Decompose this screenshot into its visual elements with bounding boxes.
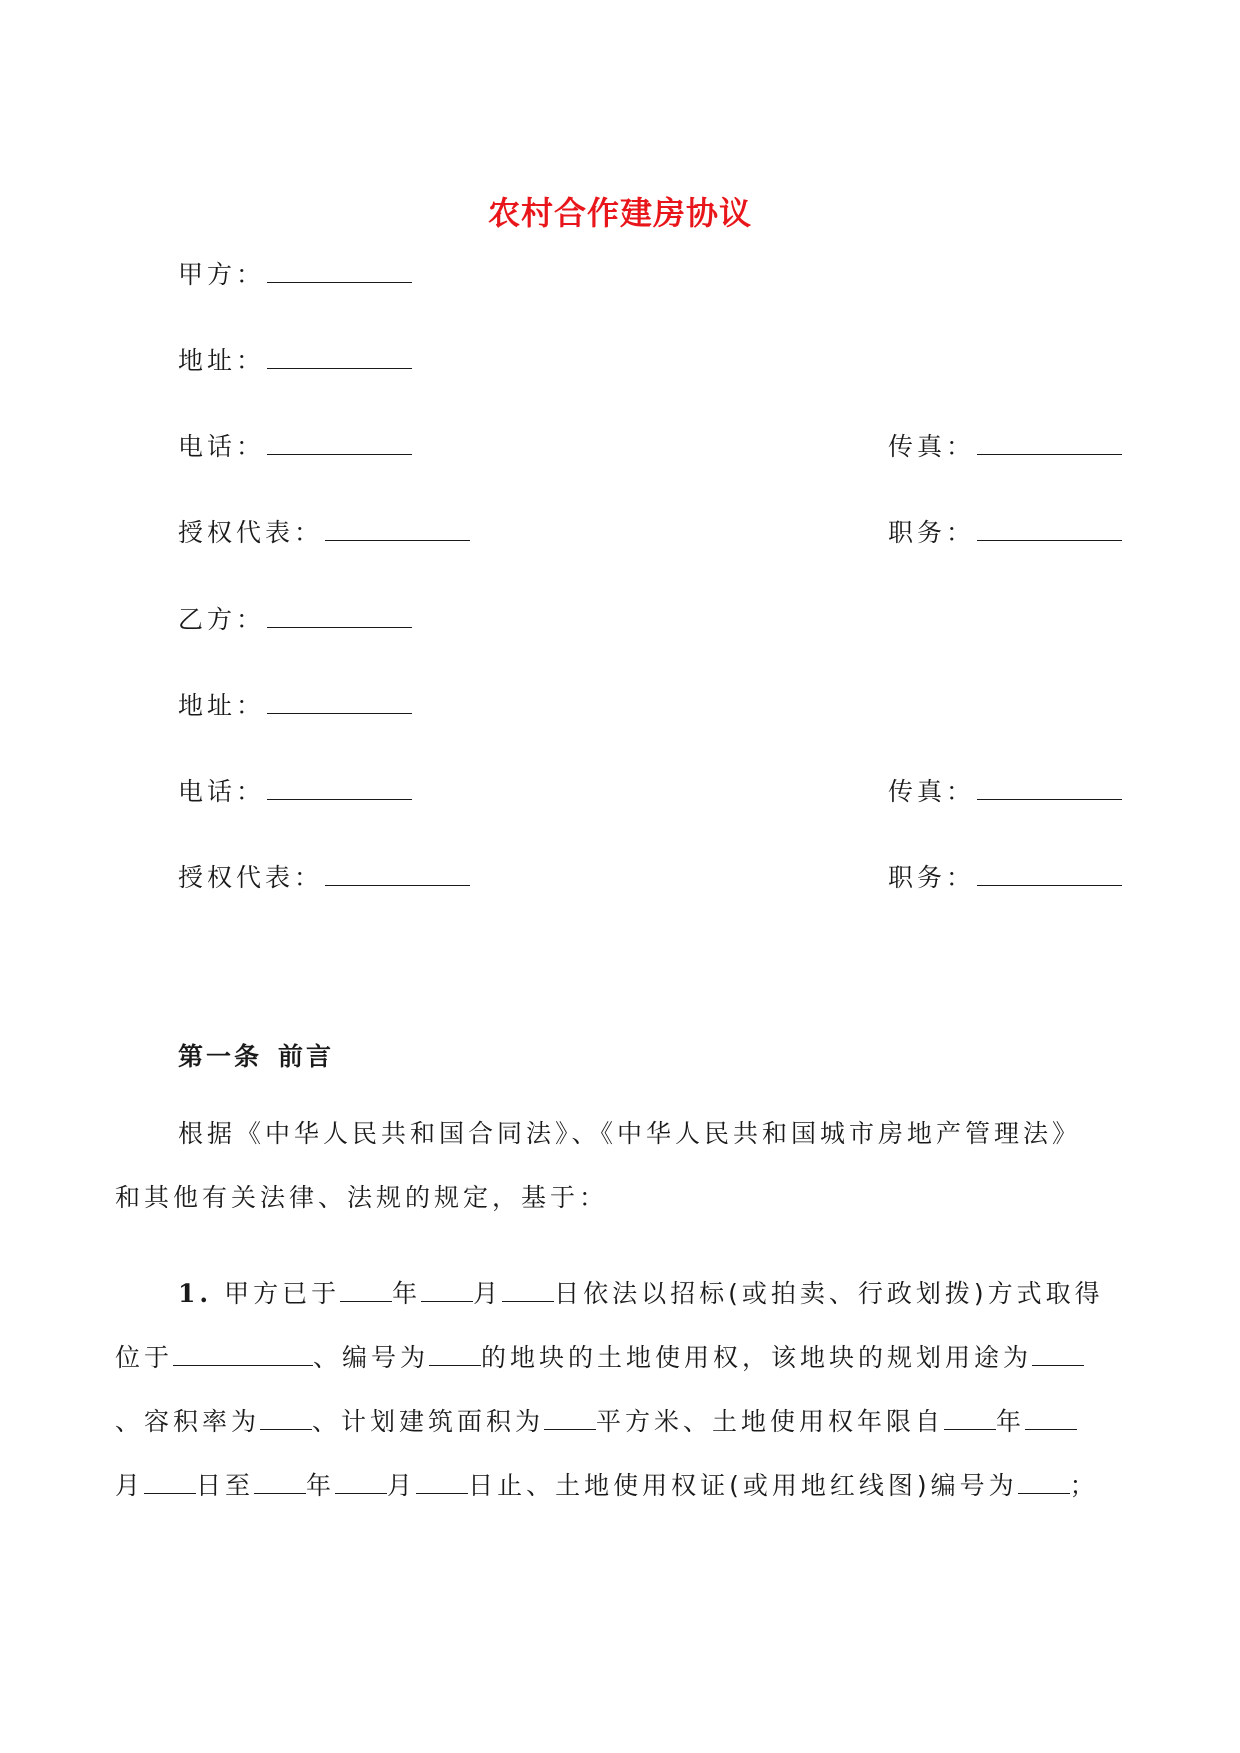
blank-field[interactable]: [502, 1279, 554, 1302]
text-segment: 位于: [115, 1343, 174, 1372]
party-a-phone-label: 电话：: [178, 432, 266, 461]
text-segment: 年: [392, 1279, 422, 1308]
text-segment: 、编号为: [313, 1343, 430, 1372]
blank-field[interactable]: [416, 1471, 468, 1494]
text-segment: ；: [1069, 1471, 1099, 1500]
item-1-line-1: [115, 1262, 1110, 1326]
intro-line-2: 和其他有关法律、法规的规定，基于：: [115, 1183, 609, 1212]
blank-field[interactable]: [544, 1407, 596, 1430]
text-segment: 年: [306, 1471, 336, 1500]
blank-field[interactable]: [144, 1471, 196, 1494]
blank-field[interactable]: [173, 1343, 313, 1366]
party-a-rep-label: 授权代表：: [178, 518, 324, 547]
party-a-rep-row: [178, 513, 470, 549]
party-b-rep-field[interactable]: [325, 861, 470, 886]
party-a-name-label: 甲方：: [178, 260, 266, 289]
blank-field[interactable]: [254, 1471, 306, 1494]
party-a-position-field[interactable]: [977, 516, 1122, 541]
text-segment: 甲方已于: [224, 1279, 341, 1308]
party-b-address-label: 地址：: [178, 691, 266, 720]
party-b-fax-field[interactable]: [977, 775, 1122, 800]
blank-field[interactable]: [429, 1343, 481, 1366]
text-segment: 平方米、土地使用权年限自: [596, 1407, 945, 1436]
party-a-fax-label: 传真：: [888, 432, 976, 461]
party-b-name-label: 乙方：: [178, 605, 266, 634]
party-b-address-field[interactable]: [267, 689, 412, 714]
blank-field[interactable]: [421, 1279, 473, 1302]
text-segment: 月: [115, 1471, 145, 1500]
party-a-phone-field[interactable]: [267, 430, 412, 455]
article-1-heading: [178, 1037, 334, 1073]
party-b-name-row: [178, 600, 412, 636]
party-a-name-row: [178, 255, 412, 291]
party-a-address-row: [178, 341, 412, 377]
party-a-fax-row: [888, 427, 1122, 463]
party-a-position-label: 职务：: [888, 518, 976, 547]
item-1-number: 1.: [178, 1279, 213, 1308]
blank-field[interactable]: [944, 1407, 996, 1430]
party-b-name-field[interactable]: [267, 603, 412, 628]
party-a-phone-row: [178, 427, 412, 463]
blank-field[interactable]: [335, 1471, 387, 1494]
blank-field[interactable]: [1032, 1343, 1084, 1366]
party-a-rep-field[interactable]: [325, 516, 470, 541]
party-b-rep-row: [178, 858, 470, 894]
party-a-position-row: [888, 513, 1122, 549]
text-segment: 月: [473, 1279, 503, 1308]
party-b-phone-row: [178, 772, 412, 808]
intro-paragraph: [115, 1102, 1110, 1230]
party-a-fax-field[interactable]: [977, 430, 1122, 455]
text-segment: 的地块的土地使用权，该地块的规划用途为: [481, 1343, 1033, 1372]
blank-field[interactable]: [260, 1407, 312, 1430]
item-1-paragraph: [115, 1262, 1110, 1518]
item-1-line-3: [115, 1390, 1110, 1454]
article-1-number: 第一条: [178, 1042, 263, 1071]
party-b-phone-field[interactable]: [267, 775, 412, 800]
intro-line-1: 根据《中华人民共和国合同法》、《中华人民共和国城市房地产管理法》: [178, 1119, 1082, 1148]
party-b-fax-row: [888, 772, 1122, 808]
party-a-address-label: 地址：: [178, 346, 266, 375]
blank-field[interactable]: [340, 1279, 392, 1302]
text-segment: 月: [387, 1471, 417, 1500]
text-segment: 日至: [196, 1471, 255, 1500]
party-a-name-field[interactable]: [267, 258, 412, 283]
blank-field[interactable]: [1025, 1407, 1077, 1430]
text-segment: 日止、土地使用权证(或用地红线图)编号为: [468, 1471, 1018, 1500]
party-b-address-row: [178, 686, 412, 722]
party-b-position-row: [888, 858, 1122, 894]
party-b-fax-label: 传真：: [888, 777, 976, 806]
text-segment: 、计划建筑面积为: [312, 1407, 545, 1436]
text-segment: 、容积率为: [115, 1407, 261, 1436]
party-b-phone-label: 电话：: [178, 777, 266, 806]
text-segment: 年: [996, 1407, 1026, 1436]
party-a-address-field[interactable]: [267, 344, 412, 369]
item-1-line-4: [115, 1454, 1110, 1518]
text-segment: 日依法以招标(或拍卖、行政划拨)方式取得: [554, 1279, 1104, 1308]
party-b-rep-label: 授权代表：: [178, 863, 324, 892]
blank-field[interactable]: [1018, 1471, 1070, 1494]
item-1-line-2: [115, 1326, 1110, 1390]
document-title: 农村合作建房协议: [487, 194, 752, 232]
article-1-title: 前言: [278, 1042, 335, 1071]
party-b-position-field[interactable]: [977, 861, 1122, 886]
party-b-position-label: 职务：: [888, 863, 976, 892]
